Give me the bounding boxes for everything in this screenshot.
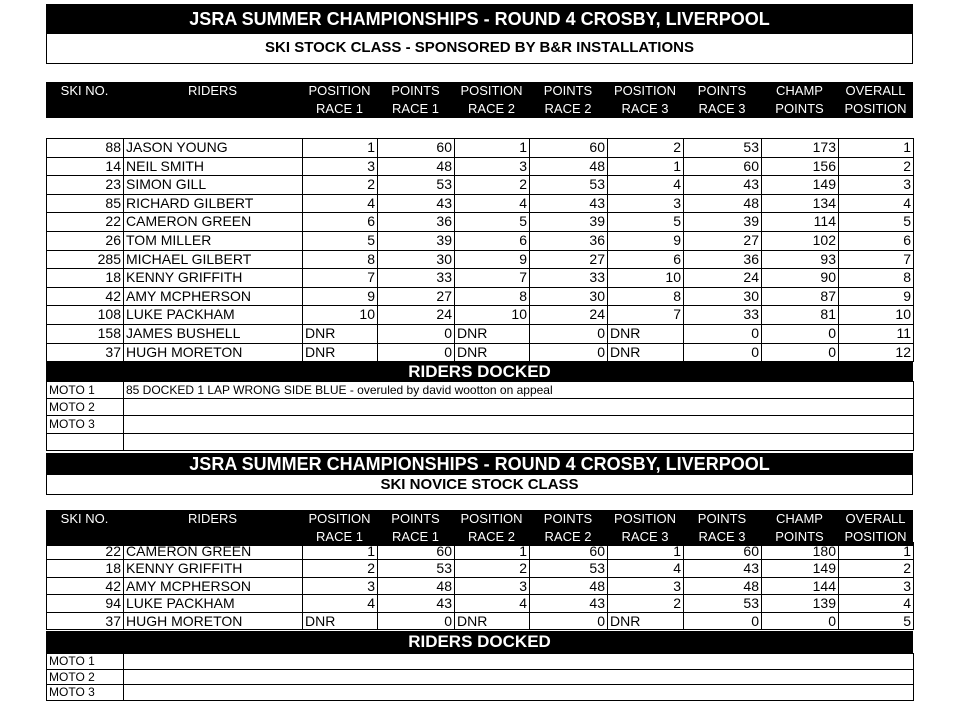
table-cell: 85: [47, 194, 124, 213]
table-cell: 42: [47, 287, 124, 306]
table-cell: 0: [762, 612, 839, 629]
table-cell: 11: [839, 324, 914, 343]
table-cell: 149: [762, 560, 839, 577]
table-cell: 60: [378, 543, 455, 560]
table-cell: 5: [839, 213, 914, 232]
moto-label: MOTO 2: [47, 669, 124, 685]
table-cell: 88: [47, 139, 124, 158]
table-cell: 81: [762, 306, 839, 325]
table-cell: 2: [303, 560, 378, 577]
table-cell: 4: [608, 176, 684, 195]
table-cell: 60: [530, 543, 608, 560]
table-cell: 43: [530, 595, 608, 612]
table-cell: AMY MCPHERSON: [124, 577, 303, 594]
table-cell: 30: [684, 287, 762, 306]
table-cell: DNR: [608, 343, 684, 362]
table-cell: 39: [684, 213, 762, 232]
table-cell: 6: [303, 213, 378, 232]
table-cell: 5: [608, 213, 684, 232]
table-cell: 0: [378, 324, 455, 343]
docked-row: [47, 382, 914, 399]
column-header: POINTS: [529, 510, 607, 528]
table-cell: 6: [839, 231, 914, 250]
column-header: POINTS: [683, 510, 761, 528]
table-cell: 0: [684, 612, 762, 629]
table-cell: 5: [455, 213, 530, 232]
table-row: [47, 213, 914, 232]
table-cell: 0: [762, 324, 839, 343]
table-cell: 33: [684, 306, 762, 325]
docked-row: [47, 416, 914, 433]
column-header-sub: RACE 1: [302, 528, 377, 546]
table-cell: 3: [839, 176, 914, 195]
table-cell: 39: [378, 231, 455, 250]
section-ski-stock: [46, 4, 913, 64]
table-cell: 53: [530, 176, 608, 195]
column-header: POSITION: [302, 510, 377, 528]
table-cell: 53: [378, 176, 455, 195]
table-row: [47, 306, 914, 325]
table-cell: 22: [47, 543, 124, 560]
table-cell: 0: [762, 343, 839, 362]
table-cell: 10: [839, 306, 914, 325]
table-cell: 23: [47, 176, 124, 195]
table-cell: 1: [608, 157, 684, 176]
table-cell: 48: [684, 577, 762, 594]
docked-table-1: [46, 381, 914, 451]
column-header-sub: [46, 100, 123, 118]
table-cell: 7: [608, 306, 684, 325]
table-cell: 0: [684, 343, 762, 362]
column-header: POSITION: [454, 82, 529, 100]
table-cell: LUKE PACKHAM: [124, 306, 303, 325]
table-cell: 5: [839, 612, 914, 629]
riders-docked-title: RIDERS DOCKED: [46, 362, 913, 381]
table-cell: 93: [762, 250, 839, 269]
table-cell: 3: [608, 577, 684, 594]
table-cell: 108: [47, 306, 124, 325]
table-cell: 0: [684, 324, 762, 343]
column-header-sub: [123, 100, 302, 118]
table-cell: 8: [839, 269, 914, 288]
column-header: CHAMP: [761, 510, 838, 528]
table-cell: 2: [455, 560, 530, 577]
table-cell: 102: [762, 231, 839, 250]
column-header-sub: POINTS: [761, 528, 838, 546]
docked-note: [124, 685, 914, 701]
table-cell: DNR: [455, 324, 530, 343]
table-cell: 139: [762, 595, 839, 612]
column-header-sub: RACE 3: [683, 100, 761, 118]
table-cell: 60: [530, 139, 608, 158]
table-cell: 2: [455, 176, 530, 195]
table-cell: 4: [839, 595, 914, 612]
table-cell: 8: [455, 287, 530, 306]
table-row: [47, 577, 914, 594]
table-row: [47, 269, 914, 288]
table-cell: 285: [47, 250, 124, 269]
column-header: POSITION: [454, 510, 529, 528]
table-cell: 27: [530, 250, 608, 269]
table-cell: 12: [839, 343, 914, 362]
table-cell: 36: [378, 213, 455, 232]
table-cell: 4: [608, 560, 684, 577]
table-row: [47, 560, 914, 577]
table-cell: 8: [303, 250, 378, 269]
column-header: OVERALL: [838, 82, 913, 100]
table-row: [47, 612, 914, 629]
table-cell: 24: [530, 306, 608, 325]
table-row: [47, 543, 914, 560]
table-row: [47, 250, 914, 269]
table-cell: 1: [455, 543, 530, 560]
table-cell: 0: [530, 612, 608, 629]
table-cell: DNR: [455, 343, 530, 362]
table-cell: 1: [839, 139, 914, 158]
table-cell: 1: [303, 139, 378, 158]
section-title: JSRA SUMMER CHAMPIONSHIPS - ROUND 4 CROSBY, LIVERPOOL: [46, 4, 913, 34]
moto-label: MOTO 2: [47, 399, 124, 416]
table-cell: 60: [684, 543, 762, 560]
table-cell: 43: [530, 194, 608, 213]
column-header-sub: RACE 2: [454, 100, 529, 118]
table-cell: AMY MCPHERSON: [124, 287, 303, 306]
table-cell: 53: [684, 139, 762, 158]
table-cell: 48: [530, 577, 608, 594]
table-cell: MICHAEL GILBERT: [124, 250, 303, 269]
column-header: OVERALL: [838, 510, 913, 528]
section-subtitle: SKI STOCK CLASS - SPONSORED BY B&R INSTALLATIONS: [46, 34, 913, 64]
table-cell: 3: [455, 157, 530, 176]
table-cell: 0: [530, 343, 608, 362]
table-cell: 33: [378, 269, 455, 288]
table-cell: 2: [839, 560, 914, 577]
table-cell: 22: [47, 213, 124, 232]
column-header: RIDERS: [123, 82, 302, 100]
table-row: [47, 287, 914, 306]
results-table-2: [46, 542, 914, 630]
table-cell: 173: [762, 139, 839, 158]
column-header-sub: RACE 2: [529, 528, 607, 546]
column-header-sub: RACE 1: [377, 528, 454, 546]
table-cell: 3: [303, 577, 378, 594]
table-cell: 156: [762, 157, 839, 176]
table-cell: 33: [530, 269, 608, 288]
table-cell: 9: [839, 287, 914, 306]
docked-note: 85 DOCKED 1 LAP WRONG SIDE BLUE - overuled by david wootton on appeal: [124, 382, 914, 399]
table-cell: SIMON GILL: [124, 176, 303, 195]
column-header-sub: RACE 2: [529, 100, 607, 118]
table-cell: TOM MILLER: [124, 231, 303, 250]
docked-note: [124, 433, 914, 450]
docked-table-2: [46, 653, 914, 701]
table-cell: DNR: [303, 343, 378, 362]
table-cell: 134: [762, 194, 839, 213]
results-table-1: [46, 138, 914, 362]
table-cell: 30: [530, 287, 608, 306]
table-cell: KENNY GRIFFITH: [124, 269, 303, 288]
column-header: POINTS: [683, 82, 761, 100]
table-cell: 7: [303, 269, 378, 288]
table-cell: 60: [684, 157, 762, 176]
table-cell: 36: [530, 231, 608, 250]
table-cell: 2: [608, 595, 684, 612]
table-cell: HUGH MORETON: [124, 343, 303, 362]
table-cell: 60: [378, 139, 455, 158]
results-header-1: [46, 82, 913, 118]
table-cell: 48: [684, 194, 762, 213]
table-cell: RICHARD GILBERT: [124, 194, 303, 213]
table-cell: 9: [608, 231, 684, 250]
table-cell: 18: [47, 560, 124, 577]
table-cell: CAMERON GREEN: [124, 213, 303, 232]
column-header-sub: RACE 3: [607, 528, 683, 546]
column-header-sub: RACE 1: [377, 100, 454, 118]
section-subtitle: SKI NOVICE STOCK CLASS: [46, 475, 913, 495]
table-cell: 3: [839, 577, 914, 594]
column-header: SKI NO.: [46, 82, 123, 100]
table-cell: 3: [303, 157, 378, 176]
table-cell: 9: [303, 287, 378, 306]
table-cell: 43: [378, 595, 455, 612]
table-cell: 3: [608, 194, 684, 213]
results-header-2: [46, 510, 913, 546]
table-cell: 94: [47, 595, 124, 612]
column-header-sub: RACE 2: [454, 528, 529, 546]
table-cell: 43: [684, 560, 762, 577]
moto-label: MOTO 3: [47, 685, 124, 701]
table-cell: DNR: [303, 612, 378, 629]
table-cell: 180: [762, 543, 839, 560]
table-cell: 10: [303, 306, 378, 325]
table-cell: 24: [684, 269, 762, 288]
table-cell: 43: [684, 176, 762, 195]
moto-label: MOTO 1: [47, 382, 124, 399]
docked-row: [47, 654, 914, 670]
table-cell: 149: [762, 176, 839, 195]
table-cell: JASON YOUNG: [124, 139, 303, 158]
table-cell: 53: [530, 560, 608, 577]
table-cell: 2: [608, 139, 684, 158]
table-cell: 8: [608, 287, 684, 306]
table-row: [47, 595, 914, 612]
table-cell: 36: [684, 250, 762, 269]
table-row: [47, 324, 914, 343]
table-row: [47, 194, 914, 213]
table-cell: 4: [839, 194, 914, 213]
moto-label: [47, 433, 124, 450]
table-cell: 1: [455, 139, 530, 158]
table-cell: DNR: [608, 612, 684, 629]
column-header: CHAMP: [761, 82, 838, 100]
column-header-sub: POSITION: [838, 528, 913, 546]
table-cell: 2: [303, 176, 378, 195]
table-cell: 0: [530, 324, 608, 343]
table-cell: 0: [378, 343, 455, 362]
table-cell: 53: [378, 560, 455, 577]
table-cell: JAMES BUSHELL: [124, 324, 303, 343]
table-cell: 53: [684, 595, 762, 612]
riders-docked-title: RIDERS DOCKED: [46, 631, 913, 653]
column-header: POINTS: [529, 82, 607, 100]
column-header-sub: POINTS: [761, 100, 838, 118]
table-cell: HUGH MORETON: [124, 612, 303, 629]
table-row: [47, 231, 914, 250]
table-cell: 48: [530, 157, 608, 176]
docked-row: [47, 399, 914, 416]
column-header-sub: POSITION: [838, 100, 913, 118]
table-cell: DNR: [455, 612, 530, 629]
table-cell: DNR: [608, 324, 684, 343]
column-header: RIDERS: [123, 510, 302, 528]
table-cell: 4: [455, 595, 530, 612]
table-cell: 90: [762, 269, 839, 288]
table-row: [47, 139, 914, 158]
column-header: POSITION: [607, 510, 683, 528]
table-cell: 3: [455, 577, 530, 594]
table-cell: 26: [47, 231, 124, 250]
column-header: POSITION: [607, 82, 683, 100]
table-cell: 1: [839, 543, 914, 560]
table-cell: CAMERON GREEN: [124, 543, 303, 560]
table-row: [47, 343, 914, 362]
table-cell: 6: [455, 231, 530, 250]
table-cell: KENNY GRIFFITH: [124, 560, 303, 577]
table-cell: NEIL SMITH: [124, 157, 303, 176]
column-header-sub: RACE 3: [683, 528, 761, 546]
docked-note: [124, 654, 914, 670]
table-cell: 42: [47, 577, 124, 594]
table-cell: 37: [47, 343, 124, 362]
docked-row: [47, 685, 914, 701]
table-cell: 1: [303, 543, 378, 560]
column-header: POINTS: [377, 82, 454, 100]
table-cell: 114: [762, 213, 839, 232]
table-cell: 10: [455, 306, 530, 325]
table-cell: 4: [303, 194, 378, 213]
table-cell: 158: [47, 324, 124, 343]
column-header-sub: RACE 1: [302, 100, 377, 118]
table-cell: 10: [608, 269, 684, 288]
docked-note: [124, 416, 914, 433]
moto-label: MOTO 1: [47, 654, 124, 670]
table-cell: 30: [378, 250, 455, 269]
section-title: JSRA SUMMER CHAMPIONSHIPS - ROUND 4 CROSBY, LIVERPOOL: [46, 453, 913, 475]
table-cell: 27: [684, 231, 762, 250]
table-cell: 48: [378, 577, 455, 594]
table-cell: 6: [608, 250, 684, 269]
column-header: SKI NO.: [46, 510, 123, 528]
table-cell: DNR: [303, 324, 378, 343]
table-cell: 9: [455, 250, 530, 269]
table-cell: 87: [762, 287, 839, 306]
table-cell: LUKE PACKHAM: [124, 595, 303, 612]
table-cell: 7: [839, 250, 914, 269]
docked-row: [47, 669, 914, 685]
column-header: POSITION: [302, 82, 377, 100]
column-header: POINTS: [377, 510, 454, 528]
table-cell: 43: [378, 194, 455, 213]
docked-row: [47, 433, 914, 450]
table-cell: 39: [530, 213, 608, 232]
table-cell: 7: [455, 269, 530, 288]
table-cell: 5: [303, 231, 378, 250]
table-cell: 4: [303, 595, 378, 612]
table-cell: 4: [455, 194, 530, 213]
table-cell: 1: [608, 543, 684, 560]
table-cell: 144: [762, 577, 839, 594]
table-cell: 0: [378, 612, 455, 629]
moto-label: MOTO 3: [47, 416, 124, 433]
table-cell: 48: [378, 157, 455, 176]
table-cell: 14: [47, 157, 124, 176]
table-row: [47, 176, 914, 195]
column-header-sub: RACE 3: [607, 100, 683, 118]
docked-note: [124, 399, 914, 416]
table-cell: 37: [47, 612, 124, 629]
docked-note: [124, 669, 914, 685]
table-cell: 27: [378, 287, 455, 306]
table-cell: 2: [839, 157, 914, 176]
section-ski-novice-stock: [46, 453, 913, 495]
table-cell: 18: [47, 269, 124, 288]
table-cell: 24: [378, 306, 455, 325]
table-row: [47, 157, 914, 176]
